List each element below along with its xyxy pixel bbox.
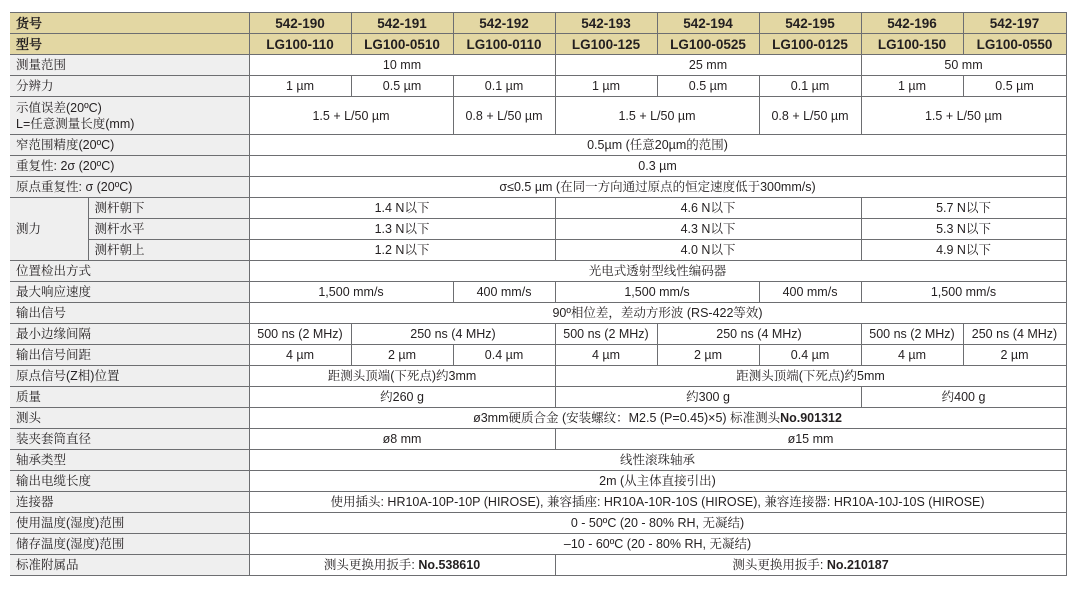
row-label: 测头 xyxy=(10,408,249,429)
row-label: 储存温度(湿度)范围 xyxy=(10,534,249,555)
model-row xyxy=(10,34,1066,55)
probe-row xyxy=(10,408,1066,429)
row-label: 标准附属品 xyxy=(10,555,249,576)
item-no-cell: 542-192 xyxy=(453,13,555,34)
value-cell: 50 mm xyxy=(861,55,1066,76)
value-cell: 500 ns (2 MHz) xyxy=(249,324,351,345)
item-no-cell: 542-190 xyxy=(249,13,351,34)
force-label: 测力 xyxy=(10,198,88,261)
bearing-row xyxy=(10,450,1066,471)
value-cell: 1,500 mm/s xyxy=(249,282,453,303)
value-cell: 1 µm xyxy=(249,76,351,97)
value-cell: 0.3 µm xyxy=(249,156,1066,177)
item-no-row xyxy=(10,13,1066,34)
value-cell: 90º相位差，差动方形波 (RS-422等效) xyxy=(249,303,1066,324)
value-cell xyxy=(555,555,1066,576)
item-no-cell: 542-195 xyxy=(759,13,861,34)
row-label: 重复性: 2σ (20ºC) xyxy=(10,156,249,177)
row-label: 装夹套筒直径 xyxy=(10,429,249,450)
output-signal-row xyxy=(10,303,1066,324)
value-cell: 1.3 N以下 xyxy=(249,219,555,240)
value-cell: 2 µm xyxy=(351,345,453,366)
detection-row xyxy=(10,261,1066,282)
value-cell: 0.4 µm xyxy=(453,345,555,366)
value-cell: ø8 mm xyxy=(249,429,555,450)
value-cell: 0.5 µm xyxy=(963,76,1066,97)
value-cell: 4.6 N以下 xyxy=(555,198,861,219)
value-cell: 1.2 N以下 xyxy=(249,240,555,261)
value-cell: 距测头顶端(下死点)约3mm xyxy=(249,366,555,387)
value-cell: 0.4 µm xyxy=(759,345,861,366)
value-cell: 400 mm/s xyxy=(759,282,861,303)
value-cell: 0.1 µm xyxy=(453,76,555,97)
value-cell: 4.3 N以下 xyxy=(555,219,861,240)
value-cell: 10 mm xyxy=(249,55,555,76)
signal-pitch-row xyxy=(10,345,1066,366)
value-cell: 0.8 + L/50 µm xyxy=(453,97,555,135)
model-cell: LG100-125 xyxy=(555,34,657,55)
item-no-cell: 542-191 xyxy=(351,13,453,34)
max-speed-row xyxy=(10,282,1066,303)
value-cell: 400 mm/s xyxy=(453,282,555,303)
value-cell: 1.4 N以下 xyxy=(249,198,555,219)
repeatability-row xyxy=(10,156,1066,177)
probe-part-no: No.901312 xyxy=(780,410,842,425)
value-cell: ø15 mm xyxy=(555,429,1066,450)
value-cell: 250 ns (4 MHz) xyxy=(657,324,861,345)
row-label: 最小边缘间隔 xyxy=(10,324,249,345)
value-cell: 0.5 µm xyxy=(657,76,759,97)
accessory-text: 测头更换用扳手: xyxy=(732,557,827,572)
value-cell: 约260 g xyxy=(249,387,555,408)
value-cell: 250 ns (4 MHz) xyxy=(351,324,555,345)
value-cell xyxy=(249,408,1066,429)
model-cell: LG100-0110 xyxy=(453,34,555,55)
value-cell: 0 - 50ºC (20 - 80% RH, 无凝结) xyxy=(249,513,1066,534)
row-label: 原点重复性: σ (20ºC) xyxy=(10,177,249,198)
value-cell: 5.7 N以下 xyxy=(861,198,1066,219)
value-cell xyxy=(249,555,555,576)
row-label: 轴承类型 xyxy=(10,450,249,471)
accessory-text: 测头更换用扳手: xyxy=(323,557,419,572)
model-cell: LG100-0510 xyxy=(351,34,453,55)
accessories-row xyxy=(10,555,1066,576)
stem-row xyxy=(10,429,1066,450)
operating-temp-row xyxy=(10,513,1066,534)
origin-repeatability-row xyxy=(10,177,1066,198)
value-cell: 250 ns (4 MHz) xyxy=(963,324,1066,345)
narrow-accuracy-row xyxy=(10,135,1066,156)
value-cell: 光电式透射型线性编码器 xyxy=(249,261,1066,282)
value-cell: 4.9 N以下 xyxy=(861,240,1066,261)
row-label: 输出信号间距 xyxy=(10,345,249,366)
value-cell: 1.5 + L/50 µm xyxy=(861,97,1066,135)
value-cell: 0.8 + L/50 µm xyxy=(759,97,861,135)
row-label: 质量 xyxy=(10,387,249,408)
force-sub-label: 测杆朝下 xyxy=(88,198,249,219)
row-label: 连接器 xyxy=(10,492,249,513)
value-cell: 1.5 + L/50 µm xyxy=(249,97,453,135)
model-cell: LG100-0525 xyxy=(657,34,759,55)
accuracy-label-line1: 示值误差(20ºC) xyxy=(16,100,102,115)
origin-position-row xyxy=(10,366,1066,387)
value-cell: 1 µm xyxy=(555,76,657,97)
model-cell: LG100-0125 xyxy=(759,34,861,55)
value-cell: 0.1 µm xyxy=(759,76,861,97)
row-label: 使用温度(湿度)范围 xyxy=(10,513,249,534)
value-cell: 2 µm xyxy=(963,345,1066,366)
force-up-row xyxy=(10,240,1066,261)
value-cell: 4 µm xyxy=(555,345,657,366)
value-cell: 4 µm xyxy=(861,345,963,366)
value-cell: 1,500 mm/s xyxy=(555,282,759,303)
accessory-part-no: No.210187 xyxy=(826,557,889,572)
value-cell: 0.5µm (任意20µm的范围) xyxy=(249,135,1066,156)
value-cell: 5.3 N以下 xyxy=(861,219,1066,240)
force-horizontal-row xyxy=(10,219,1066,240)
resolution-row xyxy=(10,76,1066,97)
value-cell: 4 µm xyxy=(249,345,351,366)
model-cell: LG100-0550 xyxy=(963,34,1066,55)
value-cell: 2m (从主体直接引出) xyxy=(249,471,1066,492)
model-cell: LG100-110 xyxy=(249,34,351,55)
value-cell: σ≤0.5 µm (在同一方向通过原点的恒定速度低于300mm/s) xyxy=(249,177,1066,198)
connector-row xyxy=(10,492,1066,513)
value-cell: 距测头顶端(下死点)约5mm xyxy=(555,366,1066,387)
item-no-cell: 542-194 xyxy=(657,13,759,34)
force-down-row xyxy=(10,198,1066,219)
value-cell: 1 µm xyxy=(861,76,963,97)
model-label: 型号 xyxy=(10,34,249,55)
item-no-cell: 542-196 xyxy=(861,13,963,34)
row-label: 原点信号(Z相)位置 xyxy=(10,366,249,387)
row-label: 位置检出方式 xyxy=(10,261,249,282)
item-no-label: 货号 xyxy=(10,13,249,34)
value-cell: 约400 g xyxy=(861,387,1066,408)
min-edge-row xyxy=(10,324,1066,345)
value-cell: 500 ns (2 MHz) xyxy=(861,324,963,345)
force-sub-label: 测杆水平 xyxy=(88,219,249,240)
row-label: 输出电缆长度 xyxy=(10,471,249,492)
storage-temp-row xyxy=(10,534,1066,555)
item-no-cell: 542-193 xyxy=(555,13,657,34)
cable-row xyxy=(10,471,1066,492)
row-label xyxy=(10,97,249,135)
accuracy-label-line2: L=任意测量长度(mm) xyxy=(16,116,135,131)
row-label: 分辨力 xyxy=(10,76,249,97)
value-cell: 1.5 + L/50 µm xyxy=(555,97,759,135)
value-cell: 使用插头: HR10A-10P-10P (HIROSE), 兼容插座: HR10A-10R-10S (HIROSE), 兼容连接器: HR10A-10J-10S (HIROSE) xyxy=(249,492,1066,513)
value-cell: 4.0 N以下 xyxy=(555,240,861,261)
range-row xyxy=(10,55,1066,76)
accessory-part-no: No.538610 xyxy=(418,557,481,572)
value-cell: 1,500 mm/s xyxy=(861,282,1066,303)
value-cell: 0.5 µm xyxy=(351,76,453,97)
model-cell: LG100-150 xyxy=(861,34,963,55)
value-cell: 线性滚珠轴承 xyxy=(249,450,1066,471)
value-cell: 25 mm xyxy=(555,55,861,76)
probe-text: ø3mm硬质合金 (安装螺纹：M2.5 (P=0.45)×5) 标准测头 xyxy=(473,410,781,425)
mass-row xyxy=(10,387,1066,408)
value-cell: 2 µm xyxy=(657,345,759,366)
value-cell: 约300 g xyxy=(555,387,861,408)
row-label: 输出信号 xyxy=(10,303,249,324)
row-label: 最大响应速度 xyxy=(10,282,249,303)
item-no-cell: 542-197 xyxy=(963,13,1066,34)
force-sub-label: 测杆朝上 xyxy=(88,240,249,261)
value-cell: –10 - 60ºC (20 - 80% RH, 无凝结) xyxy=(249,534,1066,555)
accuracy-row xyxy=(10,97,1066,135)
spec-table xyxy=(10,12,1067,576)
row-label: 窄范围精度(20ºC) xyxy=(10,135,249,156)
value-cell: 500 ns (2 MHz) xyxy=(555,324,657,345)
row-label: 测量范围 xyxy=(10,55,249,76)
